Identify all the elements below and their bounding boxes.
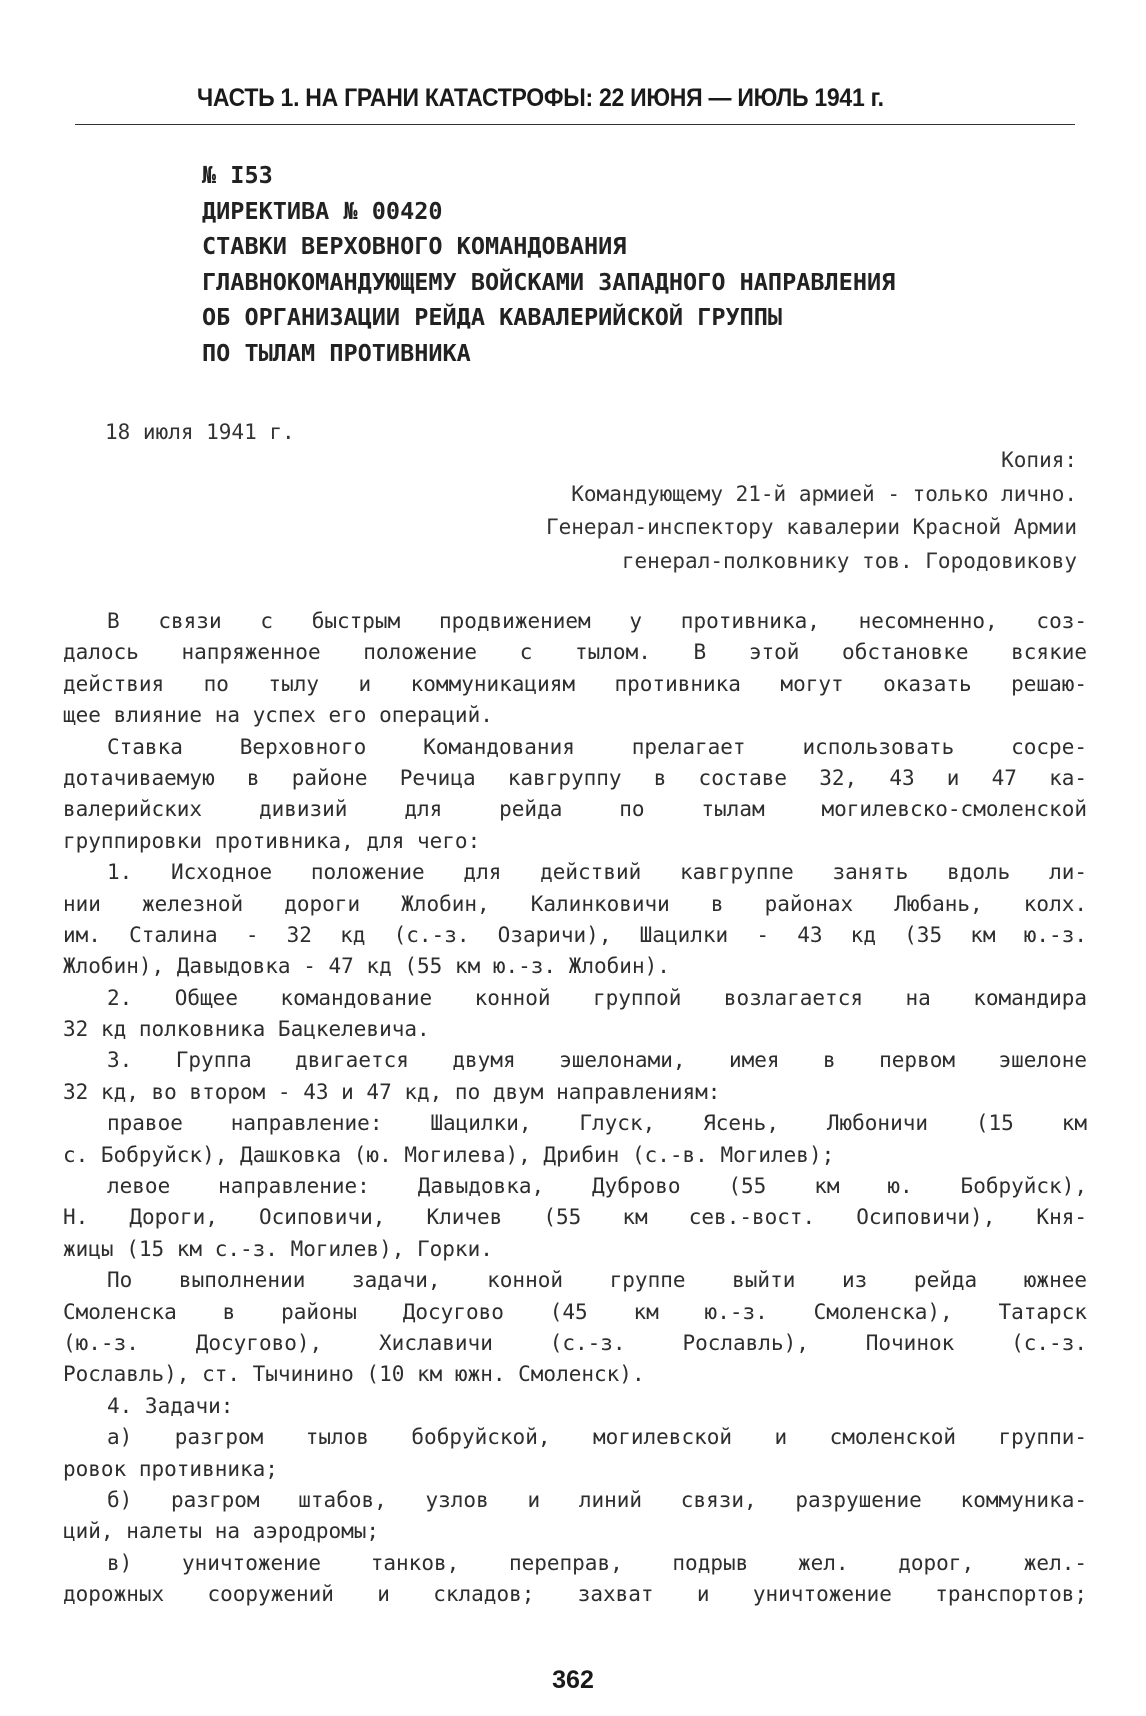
- body-line: 4. Задачи:: [107, 1393, 234, 1418]
- addressee-block: [546, 444, 1077, 578]
- running-head: ЧАСТЬ 1. НА ГРАНИ КАТАСТРОФЫ: 22 ИЮНЯ — ИЮЛЬ 1941 г.: [197, 84, 884, 112]
- body-line: щее влияние на успех его операций.: [63, 703, 493, 728]
- body-line: действия по тылу и коммуникациям противника могут оказать решаю-: [63, 671, 1087, 696]
- title-line: ГЛАВНОКОМАНДУЮЩЕМУ ВОЙСКАМИ ЗАПАДНОГО НАПРАВЛЕНИЯ: [202, 267, 896, 296]
- body-line: Ставка Верховного Командования прелагает использовать сосре-: [107, 734, 1087, 759]
- body-line: нии железной дороги Жлобин, Калинковичи в районах Любань, колх.: [63, 891, 1087, 916]
- title-line: ПО ТЫЛАМ ПРОТИВНИКА: [202, 338, 471, 367]
- body-line: 32 кд, во втором - 43 и 47 кд, по двум направлениям:: [63, 1079, 721, 1104]
- document-title: [202, 158, 895, 371]
- body-line: б) разгром штабов, узлов и линий связи, разрушение коммуника-: [107, 1487, 1087, 1512]
- copy-label: Копия:: [1001, 448, 1077, 472]
- body-line: с. Бобруйск), Дашковка (ю. Могилева), Дрибин (с.-в. Могилев);: [63, 1142, 835, 1167]
- body-line: 1. Исходное положение для действий кавгруппе занять вдоль ли-: [107, 860, 1087, 885]
- body-line: левое направление: Давыдовка, Дуброво (55 км ю. Бобруйск),: [107, 1174, 1087, 1199]
- document-date: 18 июля 1941 г.: [105, 420, 295, 444]
- body-line: Смоленска в районы Досугово (45 км ю.-з. Смоленска), Татарск: [63, 1299, 1087, 1324]
- addressee-line: Командующему 21-й армией - только лично.: [571, 481, 1077, 506]
- body-line: валерийских дивизий для рейда по тылам могилевско-смоленской: [63, 797, 1087, 822]
- page-number: 362: [552, 1666, 594, 1694]
- title-line: СТАВКИ ВЕРХОВНОГО КОМАНДОВАНИЯ: [202, 232, 627, 260]
- body-line: ций, налеты на аэродромы;: [63, 1519, 380, 1544]
- body-line: 32 кд полковника Бацкелевича.: [63, 1017, 430, 1042]
- body-line: в) уничтожение танков, переправ, подрыв жел. дорог, жел.-: [107, 1550, 1087, 1575]
- body-line: ровок противника;: [63, 1456, 278, 1481]
- body-line: В связи с быстрым продвижением у противника, несомненно, соз-: [107, 609, 1087, 633]
- addressee-line: генерал-полковнику тов. Городовикову: [621, 548, 1077, 573]
- body-line: правое направление: Шацилки, Глуск, Ясень, Любоничи (15 км: [107, 1111, 1087, 1136]
- body-line: дорожных сооружений и складов; захват и уничтожение транспортов;: [63, 1582, 1087, 1607]
- body-line: Рославль), ст. Тычинино (10 км южн. Смоленск).: [63, 1362, 645, 1387]
- body-line: а) разгром тылов бобруйской, могилевской и смоленской группи-: [107, 1425, 1087, 1450]
- body-line: (ю.-з. Досугово), Хиславичи (с.-з. Рославль), Починок (с.-з.: [63, 1330, 1087, 1355]
- body-line: Н. Дороги, Осиповичи, Кличев (55 км сев.-вост. Осиповичи), Кня-: [63, 1205, 1087, 1230]
- body-line: 3. Группа двигается двумя эшелонами, имея в первом эшелоне: [107, 1048, 1087, 1073]
- body-line: дотачиваемую в районе Речица кавгруппу в составе 32, 43 и 47 ка-: [63, 765, 1087, 790]
- body-line: группировки противника, для чего:: [63, 828, 481, 853]
- document-number: № I53: [202, 161, 273, 189]
- body-line: 2. Общее командование конной группой возлагается на командира: [107, 985, 1087, 1010]
- addressee-line: Генерал-инспектору кавалерии Красной Армии: [545, 515, 1077, 539]
- title-line: ОБ ОРГАНИЗАЦИИ РЕЙДА КАВАЛЕРИЙСКОЙ ГРУППЫ: [202, 303, 783, 331]
- body-line: далось напряженное положение с тылом. В этой обстановке всякие: [63, 640, 1087, 665]
- body-line: им. Сталина - 32 кд (с.-з. Озаричи), Шацилки - 43 кд (35 км ю.-з.: [63, 922, 1087, 947]
- directive-body: [63, 606, 1087, 1611]
- body-line: жицы (15 км с.-з. Могилев), Горки.: [63, 1236, 493, 1261]
- header-rule: [75, 124, 1075, 125]
- body-line: Жлобин), Давыдовка - 47 кд (55 км ю.-з. Жлобин).: [63, 954, 670, 979]
- title-line: ДИРЕКТИВА № 00420: [202, 196, 443, 225]
- body-line: По выполнении задачи, конной группе выйти из рейда южнее: [107, 1268, 1087, 1293]
